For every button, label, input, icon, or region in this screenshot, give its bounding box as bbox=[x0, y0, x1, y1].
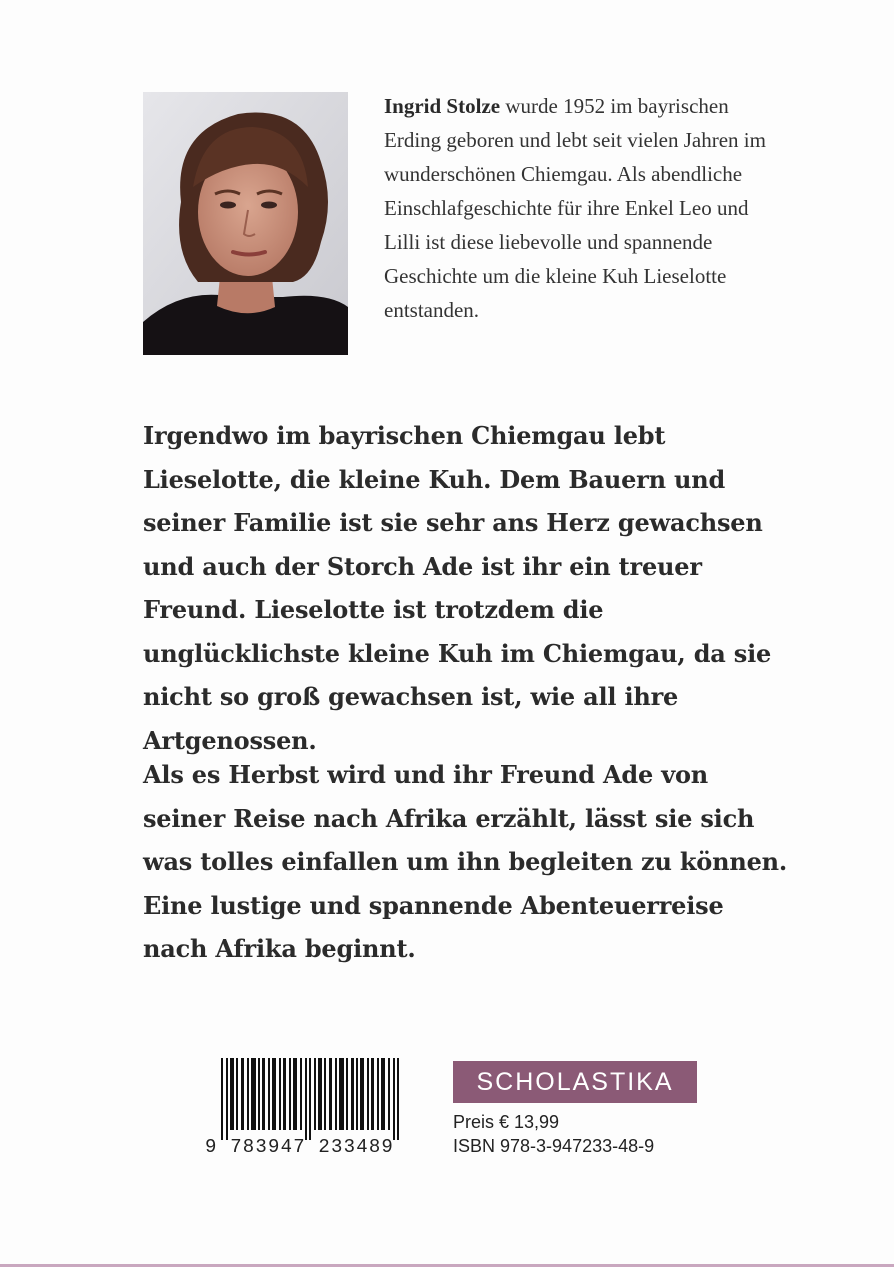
author-name: Ingrid Stolze bbox=[384, 94, 501, 118]
author-bio-text: wurde 1952 im bayrischen Erding geboren und lebt seit vielen Jahren im wunderschönen Chiemgau. Als abendliche Einschlafgeschichte für ihre Enkel Leo und Lilli ist diese liebevolle und spannende Geschichte um die kleine Kuh Lieselotte entstanden. bbox=[384, 94, 766, 322]
barcode bbox=[205, 1058, 415, 1158]
author-portrait-image bbox=[143, 92, 348, 355]
isbn-label: ISBN 978-3-947233-48-9 bbox=[453, 1136, 655, 1156]
author-photo bbox=[143, 92, 348, 355]
blurb-paragraph-1: Irgendwo im bayrischen Chiemgau lebt Lieselotte, die kleine Kuh. Dem Bauern und seiner Familie ist sie sehr ans Herz gewachsen und auch der Storch Ade ist ihr ein treuer Freund. Lieselotte ist trotzdem die unglücklichste kleine Kuh im Chiemgau, da sie nicht so groß gewachsen ist, wie all ihre Artgenossen. bbox=[143, 421, 772, 755]
barcode-bars bbox=[205, 1058, 415, 1140]
publisher-badge: SCHOLASTIKA bbox=[453, 1061, 697, 1103]
blurb-paragraph-2: Als es Herbst wird und ihr Freund Ade von seiner Reise nach Afrika erzählt, lässt sie sich was tolles einfallen um ihn begleiten zu können. Eine lustige und spannende Abenteuerreise nach Afrika beginnt. bbox=[143, 760, 788, 963]
barcode-digits: 9 783947 233489 bbox=[205, 1136, 395, 1158]
author-bio bbox=[384, 89, 784, 327]
price-label: Preis € 13,99 bbox=[453, 1112, 560, 1132]
